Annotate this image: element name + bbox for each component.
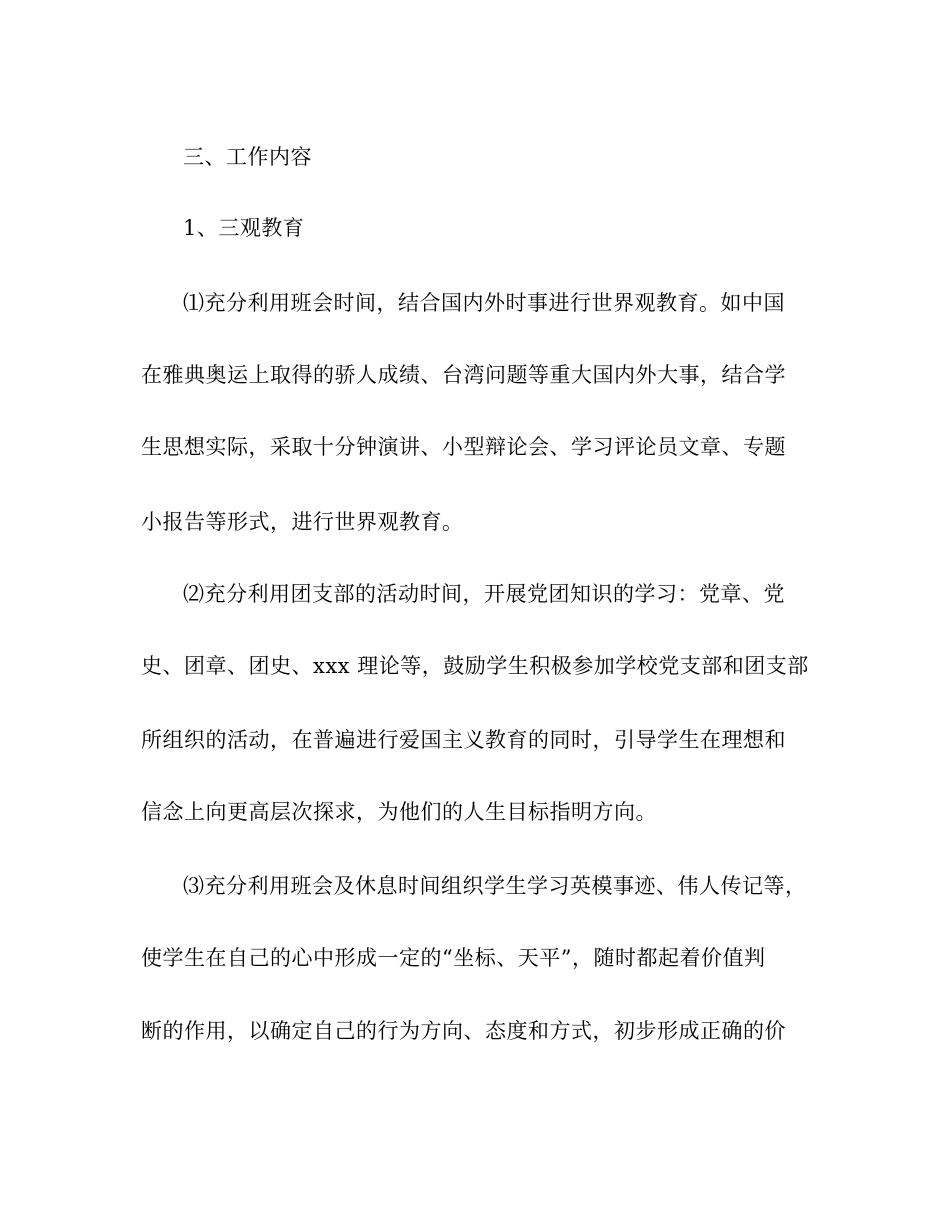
paragraph-line: 在雅典奥运上取得的骄人成绩、台湾问题等重大国内外大事，结合学: [141, 363, 786, 387]
paragraph-line: 史、团章、团史、xxx 理论等，鼓励学生积极参加学校党支部和团支部: [141, 654, 809, 678]
paragraph-line: 生思想实际，采取十分钟演讲、小型辩论会、学习评论员文章、专题: [141, 435, 786, 459]
paragraph-line: 所组织的活动，在普遍进行爱国主义教育的同时，引导学生在理想和: [141, 728, 786, 752]
paragraph-line: 信念上向更高层次探求，为他们的人生目标指明方向。: [141, 800, 657, 824]
paragraph-line: ⑴充分利用班会时间，结合国内外时事进行世界观教育。如中国: [183, 291, 785, 315]
subsection-heading: 1、三观教育: [183, 216, 305, 240]
paragraph-line: 使学生在自己的心中形成一定的“坐标、天平”，随时都起着价值判: [141, 946, 766, 970]
paragraph-line: ⑵充分利用团支部的活动时间，开展党团知识的学习：党章、党: [183, 582, 785, 606]
paragraph-line: ⑶充分利用班会及休息时间组织学生学习英模事迹、伟人传记等，: [183, 874, 807, 898]
paragraph-line: 小报告等形式，进行世界观教育。: [141, 510, 464, 534]
section-heading: 三、工作内容: [183, 145, 312, 169]
paragraph-line: 断的作用，以确定自己的行为方向、态度和方式，初步形成正确的价: [141, 1019, 786, 1043]
